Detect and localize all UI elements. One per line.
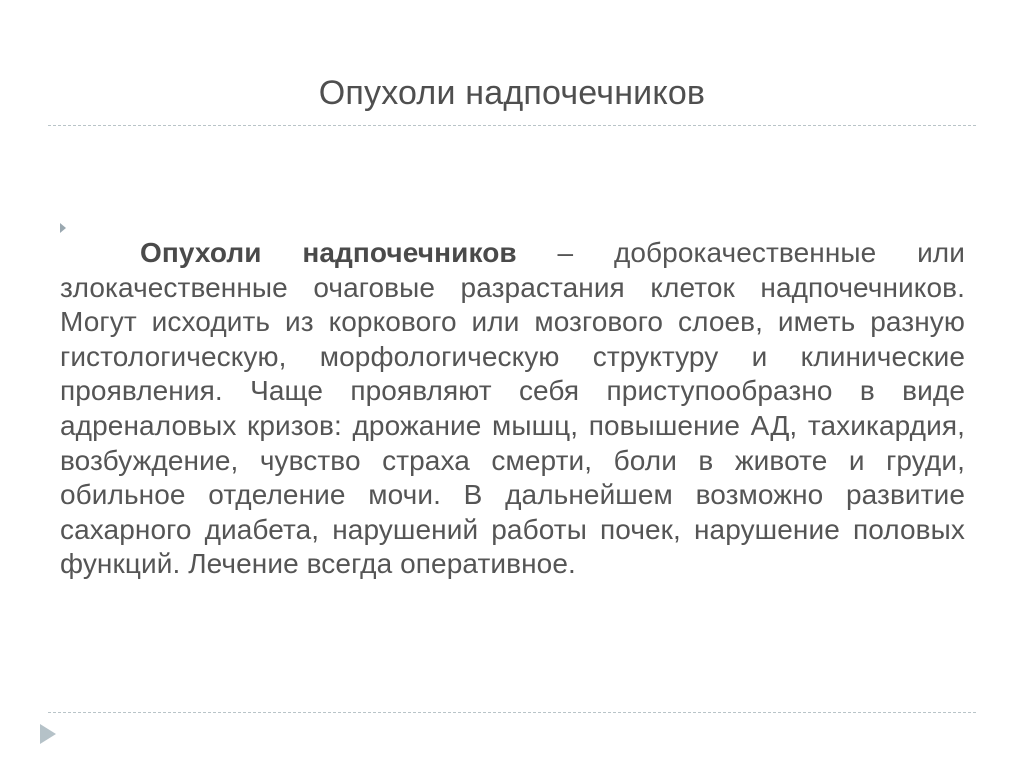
footer-divider bbox=[48, 712, 976, 713]
term-bold: Опухоли надпочечников bbox=[140, 237, 517, 268]
slide-title: Опухоли надпочечников bbox=[318, 74, 706, 112]
bullet-triangle-icon bbox=[60, 223, 66, 233]
title-divider bbox=[48, 125, 976, 126]
slide-body-paragraph bbox=[60, 236, 965, 582]
corner-triangle-icon bbox=[40, 724, 56, 744]
definition-text: – доброкачественные или злокачественные очаговые разрастания клеток надпочечников. Могут исходить из коркового или мозгового слоев, иметь разную гистологическую, морфологическую структуру и клинические проявления. Чаще проявляют себя приступообразно в виде адреналовых кризов: дрожание мышц, повышение АД, тахикардия, возбуждение, чувство страха смерти, боли в животе и груди, обильное отделение мочи. В дальнейшем возможно развитие сахарного диабета, нарушений работы почек, нарушение половых функций. Лечение всегда оперативное. bbox=[60, 237, 965, 580]
